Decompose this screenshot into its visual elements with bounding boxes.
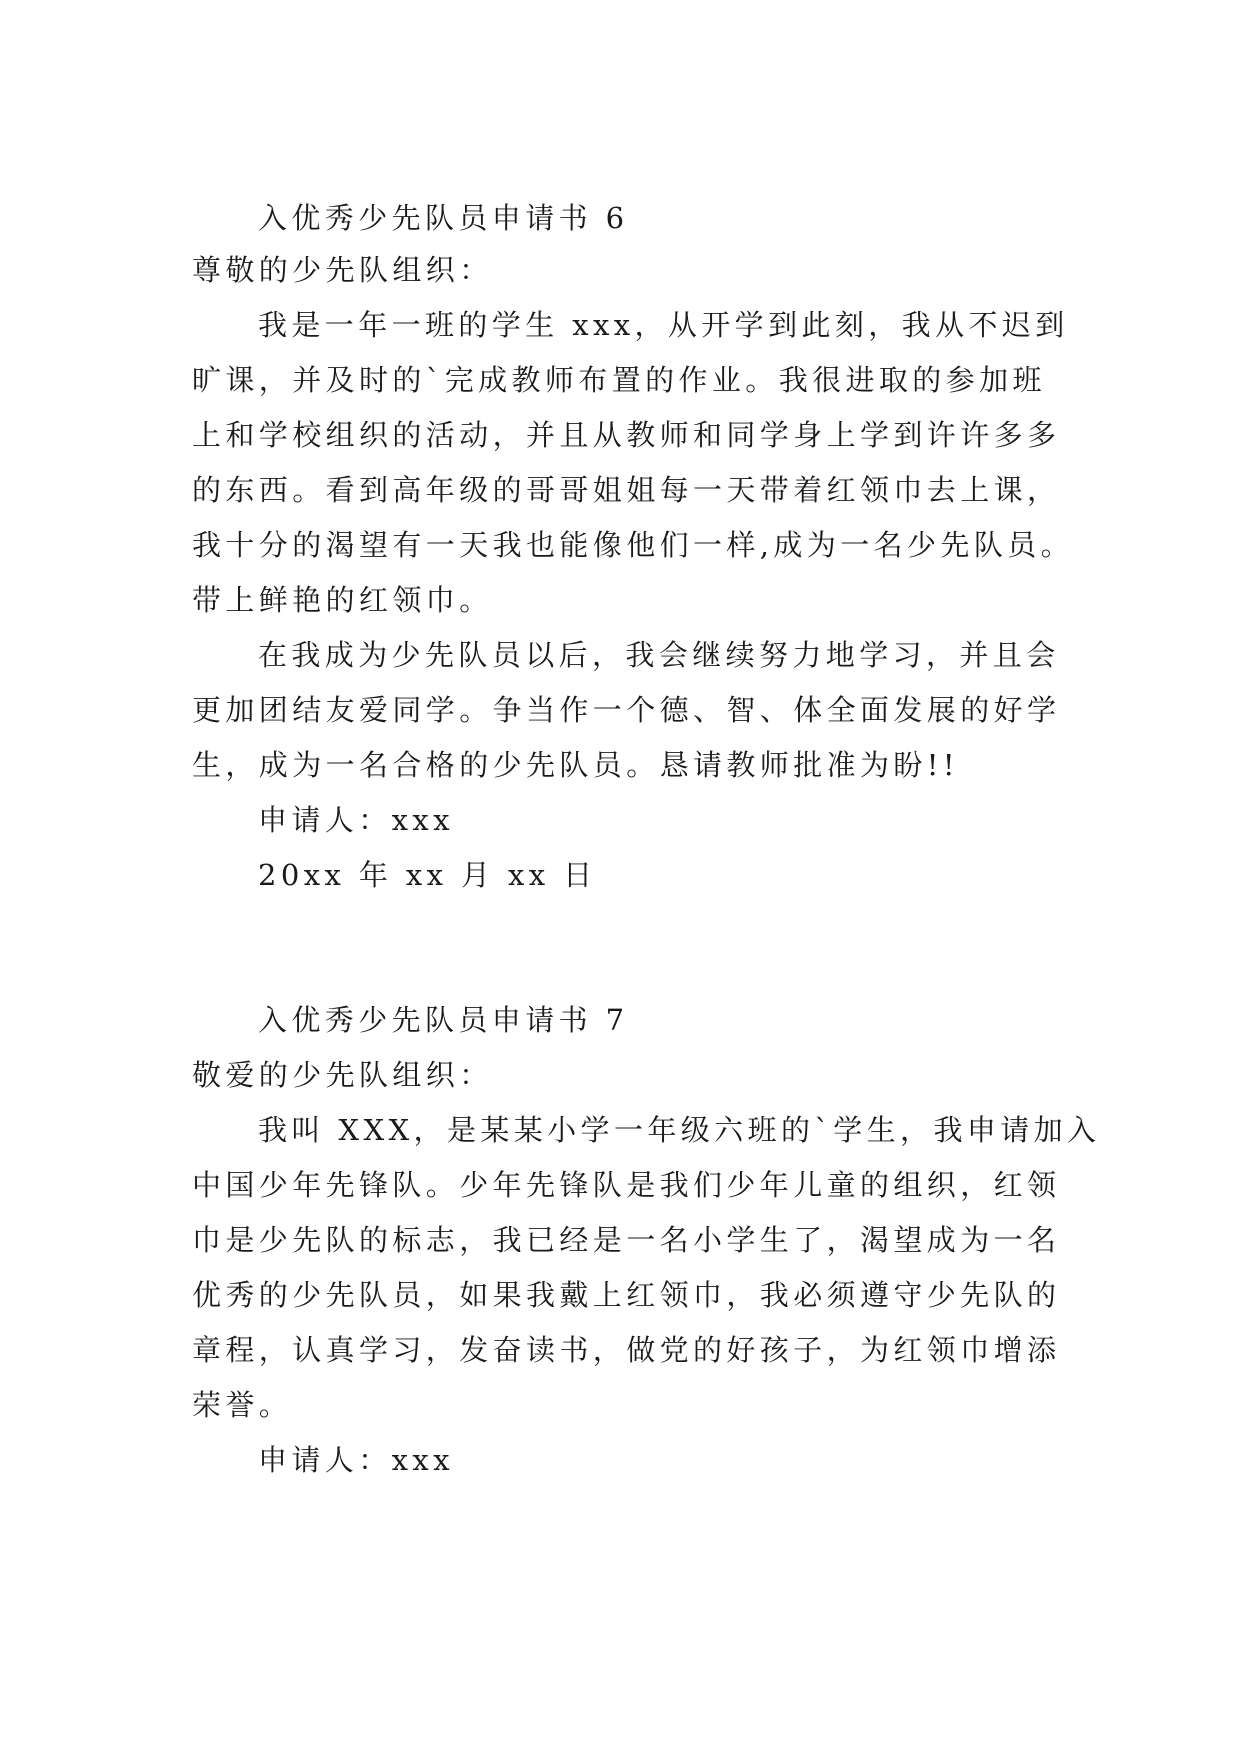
letter7-p1-line: 中国少年先锋队。少年先锋队是我们少年儿童的组织，红领 [192,1168,1061,1202]
letter7-p1-line: 优秀的少先队员，如果我戴上红领巾，我必须遵守少先队的 [192,1278,1061,1312]
letter7-p1-line: 章程，认真学习，发奋读书，做党的好孩子，为红领巾增添 [192,1333,1061,1367]
letter7-salutation: 敬爱的少先队组织： [192,1058,493,1092]
letter6-p1-line: 带上鲜艳的红领巾。 [192,583,493,617]
letter7-p1-line: 我叫 XXX，是某某小学一年级六班的`学生，我申请加入 [258,1113,1101,1147]
letter7-signature: 申请人：xxx [258,1443,454,1477]
letter6-p2-line: 生，成为一名合格的少先队员。恳请教师批准为盼!! [192,748,959,782]
letter6-salutation: 尊敬的少先队组织： [192,253,493,287]
letter6-p1-line: 旷课，并及时的`完成教师布置的作业。我很进取的参加班 [192,363,1046,397]
letter7-title: 入优秀少先队员申请书 7 [258,1003,629,1037]
letter6-signature: 申请人：xxx [258,803,454,837]
letter6-date: 20xx 年 xx 月 xx 日 [258,858,597,892]
letter6-p2-line: 在我成为少先队员以后，我会继续努力地学习，并且会 [258,638,1060,672]
letter6-p1-line: 我十分的渴望有一天我也能像他们一样,成为一名少先队员。 [192,528,1075,562]
letter6-p1-line: 我是一年一班的学生 xxx，从开学到此刻，我从不迟到 [258,308,1069,342]
letter7-p1-line: 荣誉。 [192,1388,293,1422]
letter6-title: 入优秀少先队员申请书 6 [258,201,629,235]
letter6-p1-line: 的东西。看到高年级的哥哥姐姐每一天带着红领巾去上课， [192,473,1061,507]
letter6-p1-line: 上和学校组织的活动，并且从教师和同学身上学到许许多多 [192,418,1061,452]
letter7-p1-line: 巾是少先队的标志，我已经是一名小学生了，渴望成为一名 [192,1223,1061,1257]
letter6-p2-line: 更加团结友爱同学。争当作一个德、智、体全面发展的好学 [192,693,1061,727]
